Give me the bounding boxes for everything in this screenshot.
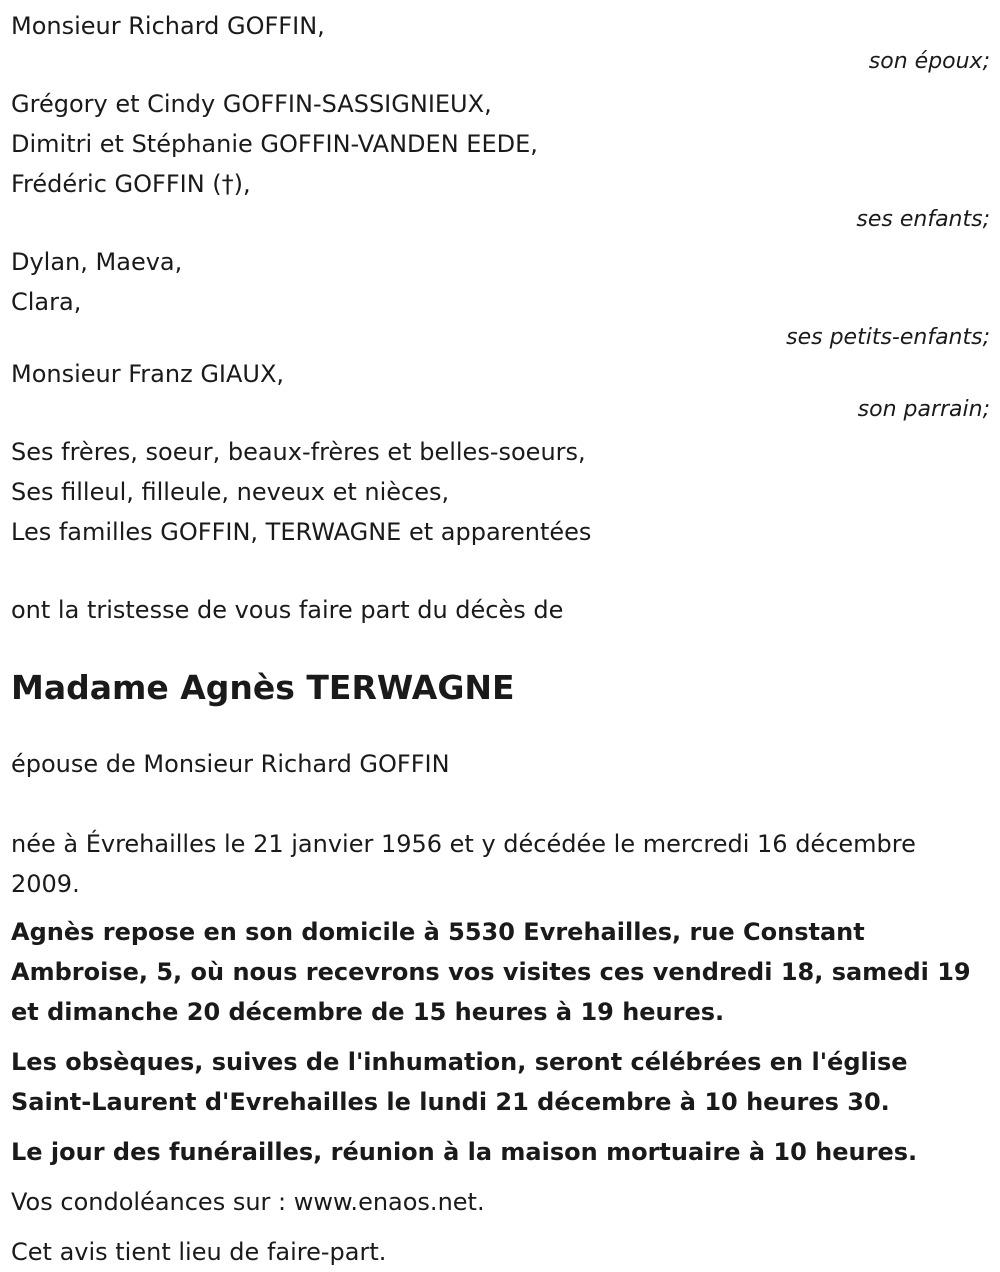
children-block [11,84,991,236]
grandchild-name: Clara, [11,288,82,316]
grandchildren-role: ses petits-enfants; [786,325,990,350]
family-block [11,432,991,552]
spouse-name: Monsieur Richard GOFFIN, [11,12,325,40]
child-name: Dimitri et Stéphanie GOFFIN-VANDEN EEDE, [11,130,538,158]
notice-text: Cet avis tient lieu de faire-part. [11,1238,387,1266]
obituary-notice [11,0,991,1272]
family-line: Ses frères, soeur, beaux-frères et belles-soeurs, [11,438,586,466]
visitation-text: Agnès repose en son domicile à 5530 Evrehailles, rue Constant Ambroise, 5, où nous recevrons vos visites ces vendredi 18, samedi 19 et dimanche 20 décembre de 15 heures à 19 heures. [11,918,971,1026]
condolences-text: Vos condoléances sur : www.enaos.net. [11,1188,485,1216]
deceased-name: Madame Agnès TERWAGNE [11,668,515,707]
child-name: Frédéric GOFFIN (†), [11,170,251,198]
grandchild-name: Dylan, Maeva, [11,248,183,276]
family-line: Ses filleul, filleule, neveux et nièces, [11,478,450,506]
child-name: Grégory et Cindy GOFFIN-SASSIGNIEUX, [11,90,492,118]
grandchildren-block [11,242,991,354]
meeting-text: Le jour des funérailles, réunion à la maison mortuaire à 10 heures. [11,1138,918,1166]
birth-death-text: née à Évrehailles le 21 janvier 1956 et y décédée le mercredi 16 décembre 2009. [11,830,916,898]
spouse-block [11,6,991,78]
godfather-block [11,354,991,426]
godfather-name: Monsieur Franz GIAUX, [11,360,285,388]
spouse-role: son époux; [868,49,990,74]
godfather-role: son parrain; [857,397,990,422]
funeral-text: Les obsèques, suives de l'inhumation, seront célébrées en l'église Saint-Laurent d'Evrehailles le lundi 21 décembre à 10 heures 30. [11,1048,908,1116]
spouse-of-text: épouse de Monsieur Richard GOFFIN [11,750,450,778]
children-role: ses enfants; [856,207,990,232]
announcement-text: ont la tristesse de vous faire part du décès de [11,596,564,624]
family-line: Les familles GOFFIN, TERWAGNE et apparentées [11,518,592,546]
